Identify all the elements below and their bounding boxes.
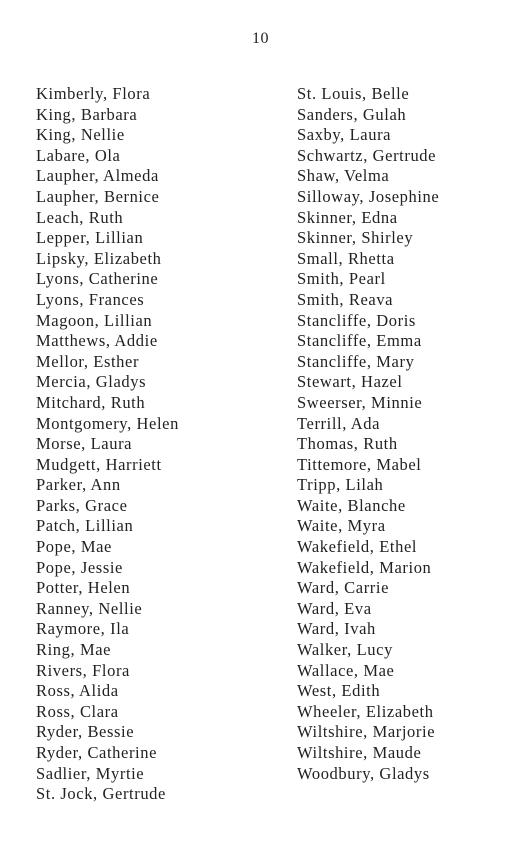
list-item: Mellor, Esther [36, 351, 140, 371]
list-item: Raymore, Ila [36, 619, 130, 639]
list-item: Woodbury, Gladys [297, 763, 430, 783]
list-item: Wakefield, Marion [297, 557, 432, 577]
list-item: Pope, Jessie [36, 557, 123, 577]
list-item: Kimberly, Flora [36, 84, 151, 103]
list-item: Ward, Ivah [297, 619, 376, 639]
list-item: Waite, Myra [297, 516, 386, 536]
list-item: Mitchard, Ruth [36, 392, 146, 412]
list-item: Silloway, Josephine [297, 186, 440, 206]
list-item: Ranney, Nellie [36, 598, 143, 618]
list-item: Patch, Lillian [36, 516, 134, 536]
list-item: Wakefield, Ethel [297, 537, 418, 557]
list-item: Sadlier, Myrtie [36, 763, 145, 783]
list-item: Lyons, Frances [36, 289, 145, 309]
list-item: Pope, Mae [36, 537, 112, 557]
list-item: Wallace, Mae [297, 660, 395, 680]
list-item: Skinner, Edna [297, 207, 398, 227]
list-item: Walker, Lucy [297, 640, 393, 660]
list-item: Lyons, Catherine [36, 269, 159, 289]
list-item: Waite, Blanche [297, 495, 406, 515]
list-item: Ring, Mae [36, 640, 112, 660]
list-item: Parks, Grace [36, 495, 128, 515]
list-item: Potter, Helen [36, 578, 131, 598]
list-item: Sanders, Gulah [297, 104, 407, 124]
list-item: Leach, Ruth [36, 207, 124, 227]
list-item: Mercia, Gladys [36, 372, 147, 392]
list-item: Small, Rhetta [297, 248, 395, 268]
list-item: Stancliffe, Emma [297, 331, 422, 351]
list-item: Terrill, Ada [297, 413, 381, 433]
list-item: Morse, Laura [36, 434, 133, 454]
list-item: Thomas, Ruth [297, 434, 398, 454]
list-item: Sweerser, Minnie [297, 392, 423, 412]
list-item: Tittemore, Mabel [297, 454, 422, 474]
list-item: Saxby, Laura [297, 125, 392, 145]
list-item: Ross, Alida [36, 681, 119, 701]
page-number: 10 [252, 30, 269, 47]
list-item: Wheeler, Elizabeth [297, 701, 434, 721]
list-item: Stancliffe, Doris [297, 310, 416, 330]
list-item: West, Edith [297, 681, 381, 701]
list-item: Mudgett, Harriett [36, 454, 162, 474]
list-item: St. Jock, Gertrude [36, 784, 166, 804]
list-item: Shaw, Velma [297, 166, 390, 186]
list-item: Stewart, Hazel [297, 372, 403, 392]
list-item: Laupher, Bernice [36, 186, 160, 206]
list-item: Parker, Ann [36, 475, 121, 495]
list-item: Rivers, Flora [36, 660, 130, 680]
name-list-left [36, 84, 179, 805]
list-item: Ryder, Catherine [36, 743, 157, 762]
list-item: Magoon, Lillian [36, 310, 153, 330]
list-item: Montgomery, Helen [36, 413, 179, 433]
list-item: Ward, Eva [297, 598, 372, 618]
list-item: Laupher, Almeda [36, 166, 159, 186]
list-item: Wiltshire, Marjorie [297, 722, 436, 742]
list-item: King, Barbara [36, 104, 138, 124]
list-item: Wiltshire, Maude [297, 743, 422, 762]
list-item: Ross, Clara [36, 701, 119, 721]
list-item: Skinner, Shirley [297, 228, 414, 248]
name-list-right [297, 84, 439, 784]
list-item: Labare, Ola [36, 145, 121, 165]
list-item: Stancliffe, Mary [297, 351, 415, 371]
list-item: Schwartz, Gertrude [297, 145, 437, 165]
list-item: Lipsky, Elizabeth [36, 248, 162, 268]
list-item: Smith, Pearl [297, 269, 386, 289]
list-item: Matthews, Addie [36, 331, 158, 351]
list-item: Ward, Carrie [297, 578, 389, 598]
list-item: Ryder, Bessie [36, 722, 135, 742]
list-item: King, Nellie [36, 125, 125, 145]
list-item: Lepper, Lillian [36, 228, 144, 248]
list-item: Tripp, Lilah [297, 475, 384, 495]
list-item: Smith, Reava [297, 289, 394, 309]
list-item: St. Louis, Belle [297, 84, 410, 103]
